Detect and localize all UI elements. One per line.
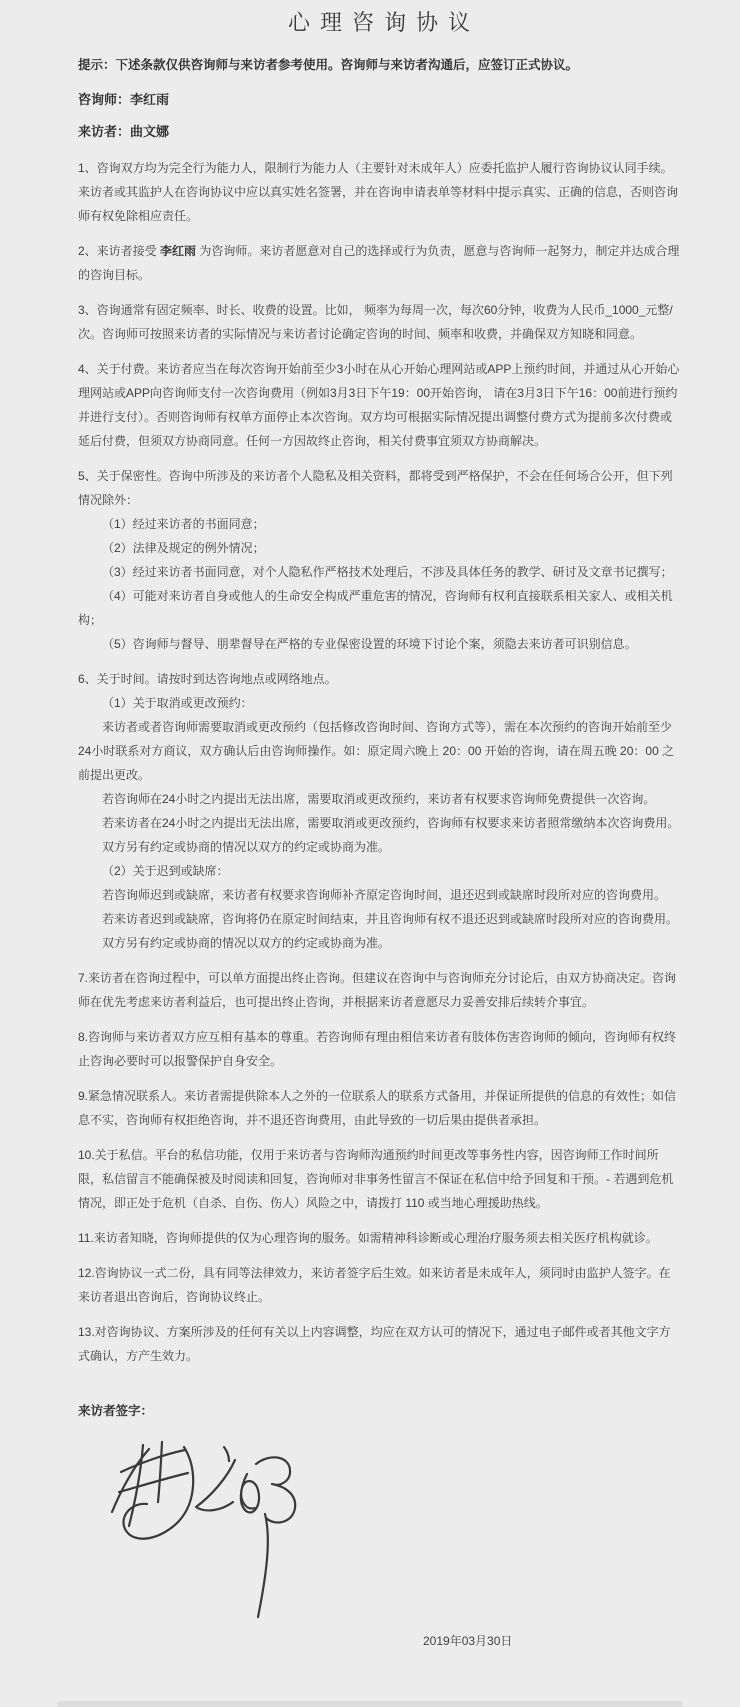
clause-paragraph: 5、关于保密性。咨询中所涉及的来访者个人隐私及相关资料，都将受到严格保护，不会在任何场合公开，但下列情况除外： xyxy=(78,469,673,507)
clauses xyxy=(78,156,680,1368)
horizontal-scrollbar[interactable] xyxy=(57,1701,683,1707)
clause-text: 2、来访者接受 xyxy=(78,244,161,258)
clause-paragraph: 1、咨询双方均为完全行为能力人，限制行为能力人（主要针对未成年人）应委托监护人履行咨询协议认同手续。来访者或其监护人在咨询协议中应以真实姓名签署，并在咨询申请表单等材料中提示真实、正确的信息，否则咨询师有权免除相应责任。 xyxy=(78,161,679,223)
clause xyxy=(78,156,680,228)
visitor-signature xyxy=(104,1434,314,1624)
clause-paragraph: 4、关于付费。来访者应当在每次咨询开始前至少3小时在从心开始心理网站或APP上预约时间，并通过从心开始心理网站或APP向咨询师支付一次咨询费用（例如3月3日下午19：00开始咨询， 请在3月3日下午16：00前进行预约并进行支付）。否则咨询师有权单方面停止本次咨询。双方均可根据实际情况提出调整付费方式为提前多次付费或延后付费，但须双方协商同意。任何一方因故终止咨询，相关付费事宜须双方协商解决。 xyxy=(78,362,680,448)
clause-paragraph: 7.来访者在咨询过程中，可以单方面提出终止咨询。但建议在咨询中与咨询师充分讨论后，由双方协商决定。咨询师在优先考虑来访者利益后，也可提出终止咨询，并根据来访者意愿尽力妥善安排后续转介事宜。 xyxy=(78,971,677,1009)
signature-scribble-image xyxy=(104,1434,314,1624)
counselor-label: 咨询师： xyxy=(78,92,131,107)
clause-subitem: （2）法律及规定的例外情况； xyxy=(102,541,265,555)
clause xyxy=(78,1143,680,1215)
page-title: 心理咨询协议 xyxy=(287,10,480,35)
clause-subitem: 若来访者在24小时之内提出无法出席，需要取消或更改预约，咨询师有权要求来访者照常缴纳本次咨询费用。 xyxy=(102,816,680,830)
counselor-name: 李红雨 xyxy=(130,92,170,107)
clause xyxy=(78,1025,680,1073)
visitor-label: 来访者： xyxy=(78,124,131,139)
clause-subitem: 若咨询师在24小时之内提出无法出席，需要取消或更改预约，来访者有权要求咨询师免费提供一次咨询。 xyxy=(102,792,656,806)
clause-subitem: （2）关于迟到或缺席： xyxy=(102,864,229,878)
clause-text: 为咨询师。来访者愿意对自己的选择或行为负责，愿意与咨询师一起努力，制定并达成合理的咨询目标。 xyxy=(78,244,680,282)
counselor-line xyxy=(78,91,680,109)
clause-subitem: （1）经过来访者的书面同意； xyxy=(102,517,265,531)
clause-paragraph xyxy=(78,239,680,287)
clause-paragraph: 8.咨询师与来访者双方应互相有基本的尊重。若咨询师有理由相信来访者有肢体伤害咨询师的倾向，咨询师有权终止咨询必要时可以报警保护自身安全。 xyxy=(78,1030,677,1068)
signature-date: 2019年03月30日 xyxy=(423,1634,513,1648)
clause-subitem: （3）经过来访者书面同意，对个人隐私作严格技术处理后，不涉及具体任务的教学、研讨及文章书记撰写； xyxy=(102,565,673,579)
clause-subitem: 双方另有约定或协商的情况以双方的约定或协商为准。 xyxy=(102,936,391,950)
clause-paragraph: 6、关于时间。请按时到达咨询地点或网络地点。 xyxy=(78,672,337,686)
clause-subitem: 若来访者迟到或缺席，咨询将仍在原定时间结束，并且咨询师有权不退还迟到或缺席时段所对应的咨询费用。 xyxy=(102,912,679,926)
clause-subitem: 来访者或者咨询师需要取消或更改预约（包括修改咨询时间、咨询方式等），需在本次预约的咨询开始前至少24小时联系对方商议，双方确认后由咨询师操作。如：原定周六晚上 20：00 开始的咨询，请在周五晚 20：00 之前提出更改。 xyxy=(78,720,675,782)
clause-paragraph: 3、咨询通常有固定频率、时长、收费的设置。比如， 频率为每周一次，每次60分钟，收费为人民币_1000_元整/次。咨询师可按照来访者的实际情况与来访者讨论确定咨询的时间、频率和收费，并确保双方知晓和同意。 xyxy=(78,303,673,341)
clause-subitem: （4）可能对来访者自身或他人的生命安全构成严重危害的情况，咨询师有权利直接联系相关家人、或相关机构； xyxy=(78,589,673,627)
clause xyxy=(78,1320,680,1368)
clause-paragraph: 11.来访者知晓，咨询师提供的仅为心理咨询的服务。如需精神科诊断或心理治疗服务须去相关医疗机构就诊。 xyxy=(78,1231,658,1245)
signature-label: 来访者签字： xyxy=(78,1404,154,1418)
clause xyxy=(78,1261,680,1309)
clause-subitem: （1）关于取消或更改预约： xyxy=(102,696,253,710)
counselor-name-inline: 李红雨 xyxy=(160,244,197,258)
visitor-line xyxy=(78,123,680,141)
clause xyxy=(78,464,680,656)
clause xyxy=(78,667,680,955)
tip-line: 提示：下述条款仅供咨询师与来访者参考使用。咨询师与来访者沟通后，应签订正式协议。 xyxy=(78,58,579,72)
clause-paragraph: 10.关于私信。平台的私信功能，仅用于来访者与咨询师沟通预约时间更改等事务性内容，因咨询师工作时间所限，私信留言不能确保被及时阅读和回复，咨询师对非事务性留言不保证在私信中给予回复和干预。- 若遇到危机情况，即正处于危机（自杀、自伤、伤人）风险之中，请拨打 110 或当地心理援助热线。 xyxy=(78,1148,674,1210)
clause xyxy=(78,239,680,287)
clause-subitem: 若咨询师迟到或缺席，来访者有权要求咨询师补齐原定咨询时间，退还迟到或缺席时段所对应的咨询费用。 xyxy=(102,888,667,902)
clause xyxy=(78,357,680,453)
clause xyxy=(78,298,680,346)
visitor-name: 曲文娜 xyxy=(130,124,170,139)
clause xyxy=(78,1226,680,1250)
clause-paragraph: 9.紧急情况联系人。来访者需提供除本人之外的一位联系人的联系方式备用，并保证所提供的信息的有效性；如信息不实，咨询师有权拒绝咨询，并不退还咨询费用，由此导致的一切后果由提供者承担。 xyxy=(78,1089,677,1127)
clause xyxy=(78,966,680,1014)
clause-subitem: （5）咨询师与督导、朋辈督导在严格的专业保密设置的环境下讨论个案，须隐去来访者可识别信息。 xyxy=(102,637,637,651)
clause xyxy=(78,1084,680,1132)
clause-paragraph: 13.对咨询协议、方案所涉及的任何有关以上内容调整，均应在双方认可的情况下，通过电子邮件或者其他文字方式确认，方产生效力。 xyxy=(78,1325,671,1363)
clause-paragraph: 12.咨询协议一式二份，具有同等法律效力，来访者签字后生效。如来访者是未成年人，须同时由监护人签字。在来访者退出咨询后，咨询协议终止。 xyxy=(78,1266,671,1304)
clause-subitem: 双方另有约定或协商的情况以双方的约定或协商为准。 xyxy=(102,840,391,854)
